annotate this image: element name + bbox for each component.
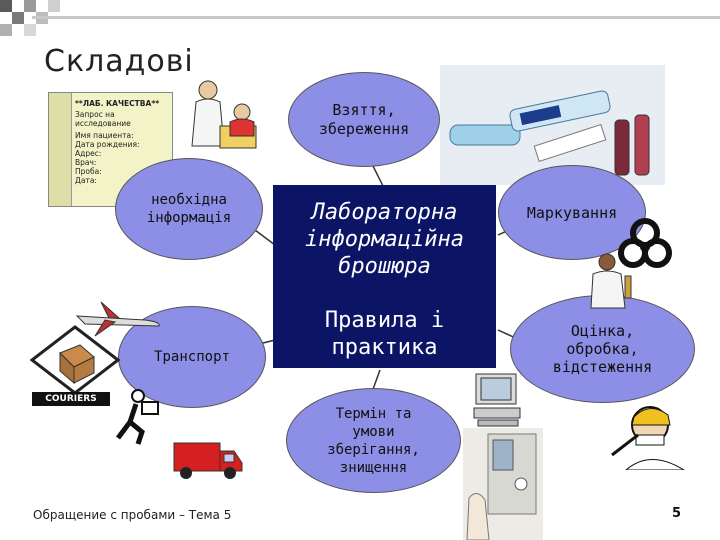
lab-technician-clipart xyxy=(585,250,645,310)
node-label: зберігання, xyxy=(327,441,420,458)
rules-practice-line: Правила і xyxy=(324,308,445,333)
node-label: Маркування xyxy=(526,203,618,222)
node-label: необхідна xyxy=(151,192,227,208)
center-title-line: Лабораторна xyxy=(311,200,458,225)
slide-title: Складові xyxy=(44,44,194,79)
form-subheader: Запрос на исследование xyxy=(75,110,131,128)
node-label: Взяття, xyxy=(332,100,396,119)
form-header: **ЛАБ. КАЧЕСТВА** xyxy=(75,99,160,108)
package-sign-icon xyxy=(30,325,120,395)
node-assessment-processing-tracking xyxy=(510,295,695,403)
lab-equipment-photo xyxy=(463,428,543,540)
node-label: відстеження xyxy=(552,358,653,376)
couriers-label: COURIERS xyxy=(32,392,110,406)
node-collection-storage xyxy=(288,72,440,167)
form-line: Проба: xyxy=(75,167,102,176)
node-label: Термін та xyxy=(335,405,412,422)
central-lab-handbook-box xyxy=(273,185,496,368)
page-number: 5 xyxy=(672,506,682,521)
form-line: Дата: xyxy=(75,176,97,185)
node-storage-terms-disposal xyxy=(286,388,461,493)
form-line: Имя пациента: xyxy=(75,131,134,140)
form-line: Адрес: xyxy=(75,149,102,158)
form-line: Дата рождения: xyxy=(75,140,140,149)
connector-left-upper xyxy=(255,230,275,245)
delivery-van-icon xyxy=(172,435,244,480)
scientist-pipette-clipart xyxy=(608,395,698,470)
footer-text: Обращение с пробами – Тема 5 xyxy=(33,508,232,522)
node-label: інформація xyxy=(146,210,232,226)
barcode-strip xyxy=(49,93,72,206)
center-title-line: інформаційна xyxy=(305,227,464,252)
running-courier-clipart xyxy=(108,388,168,446)
node-label: знищення xyxy=(339,459,408,476)
center-title-line: брошюра xyxy=(338,254,431,279)
computer-icon xyxy=(470,372,530,430)
node-label: Транспорт xyxy=(154,349,230,365)
node-label: збереження xyxy=(318,119,410,138)
node-label: умови xyxy=(352,423,395,440)
form-line: Врач: xyxy=(75,158,97,167)
doctor-patient-clipart xyxy=(180,76,265,166)
node-label: обробка, xyxy=(566,340,639,358)
node-required-information xyxy=(115,158,263,260)
node-label: Оцінка, xyxy=(570,322,635,340)
rules-practice-line: практика xyxy=(331,335,438,360)
